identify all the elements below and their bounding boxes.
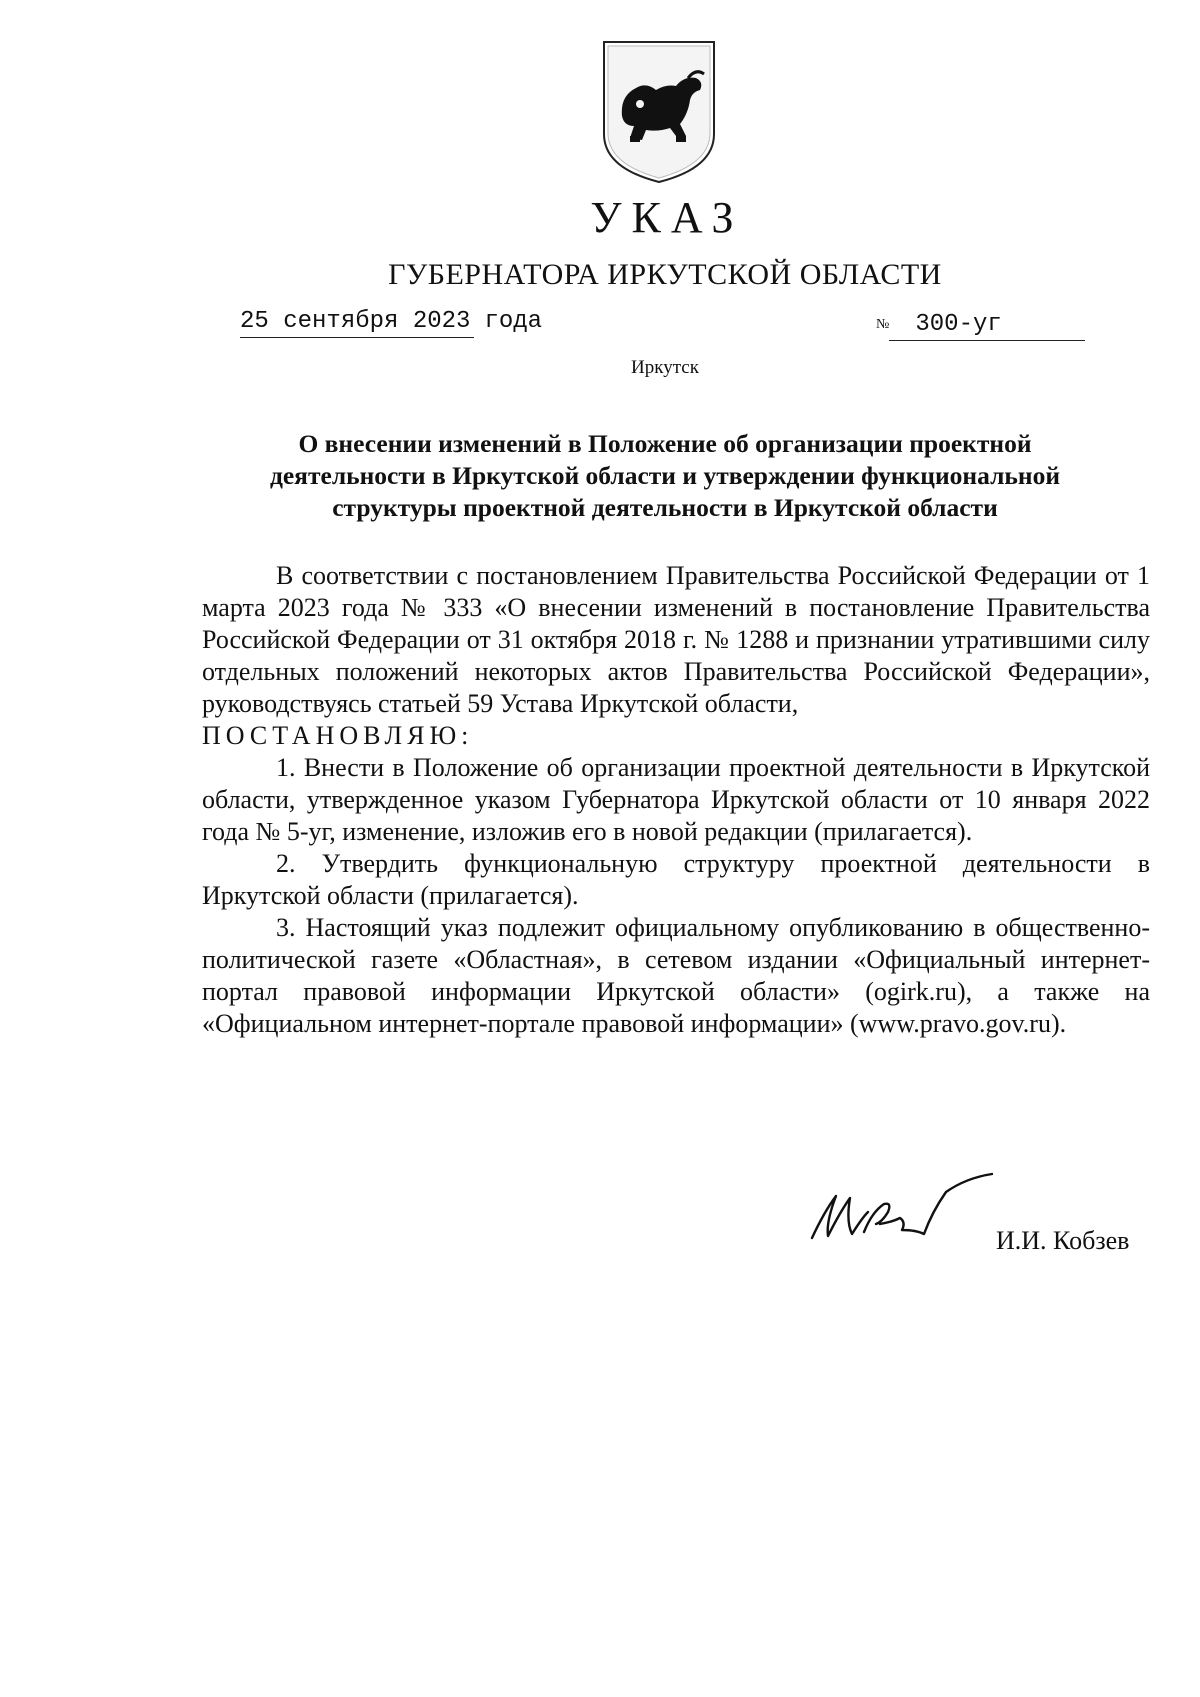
issuer-title: ГУБЕРНАТОРА ИРКУТСКОЙ ОБЛАСТИ [388,258,942,291]
number-sign: № [876,317,890,332]
date-value: 25 сентября 2023 [240,308,474,338]
document-body [202,560,1150,1040]
heading-line: деятельности в Иркутской области и утверждении функциональной [269,461,1061,490]
decree-item-2: 2. Утвердить функциональную структуру проектной деятельности в Иркутской области (прилагается). [202,849,1150,910]
irkutsk-coat-of-arms-icon [600,38,718,186]
document-number [876,311,1085,341]
decree-item-3: 3. Настоящий указ подлежит официальному опубликованию в общественно-политической газете «Областная», в сетевом издании «Официальный интернет-портал правовой информации Иркутской области» (ogirk.ru), а также на «Официальном интернет-портале правовой информации» (www.pravo.gov.ru). [202,913,1150,1038]
document-date [240,308,542,338]
heading-line: структуры проектной деятельности в Иркутской области [332,493,998,522]
city-label: Иркутск [631,357,699,378]
decree-word: ПОСТАНОВЛЯЮ: [202,721,474,750]
heading-line: О внесении изменений в Положение об организации проектной [298,429,1032,458]
number-value: 300-уг [889,311,1085,341]
document-heading [220,428,1110,524]
signer-name: И.И. Кобзев [996,1226,1130,1255]
date-suffix: года [484,308,543,335]
handwritten-signature [806,1172,996,1250]
document-type-title: УКАЗ [590,193,744,242]
decree-item-1: 1. Внести в Положение об организации проектной деятельности в Иркутской области, утвержденное указом Губернатора Иркутской области от 10 января 2022 года № 5-уг, изменение, изложив его в новой редакции (прилагается). [202,753,1150,846]
preamble-paragraph: В соответствии с постановлением Правительства Российской Федерации от 1 марта 2023 года № 333 «О внесении изменений в постановление Правительства Российской Федерации от 31 октября 2018 г. № 1288 и признании утратившими силу отдельных положений некоторых актов Правительства Российской Федерации», руководствуясь статьей 59 Устава Иркутской области, [202,561,1150,718]
